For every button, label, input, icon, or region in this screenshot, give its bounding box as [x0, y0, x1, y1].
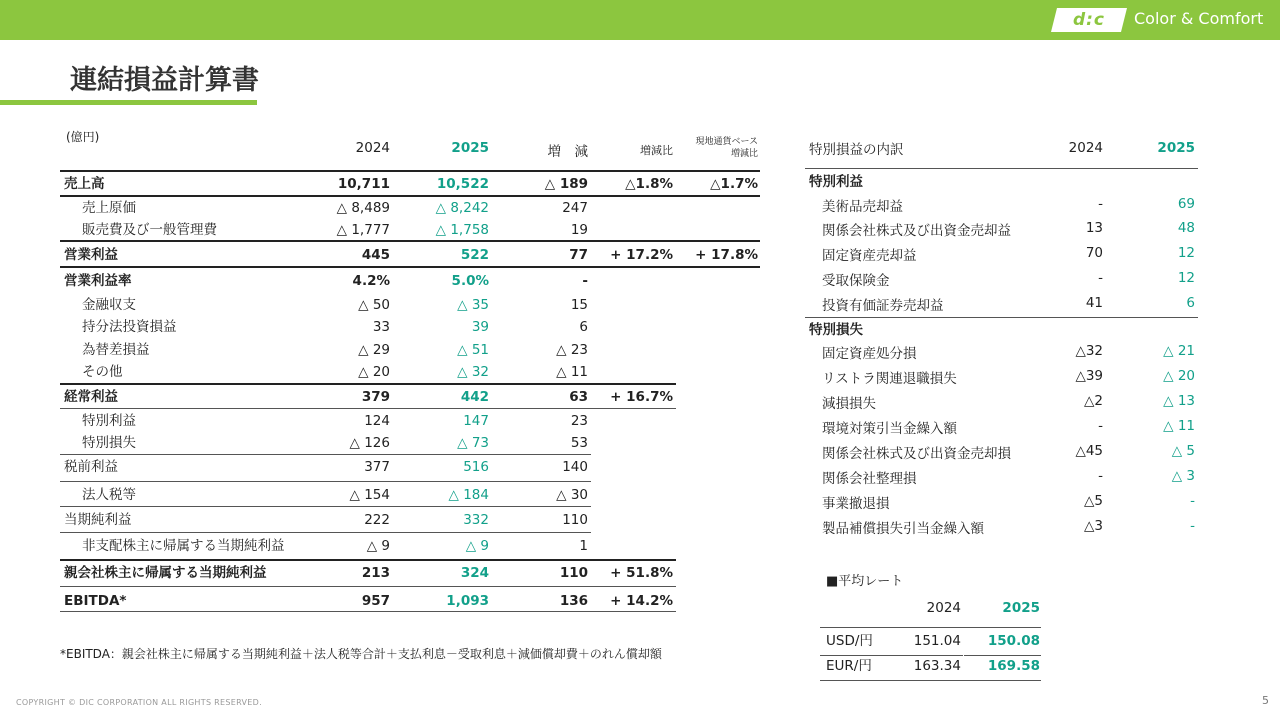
- pl-row-diff: -: [582, 273, 588, 289]
- rates-header-2025: 2025: [1002, 600, 1040, 616]
- pl-row-2024: △ 20: [358, 364, 390, 380]
- pl-separator: [60, 611, 676, 612]
- pl-row-label: 持分法投資損益: [82, 319, 177, 335]
- special-header-2024: 2024: [1068, 140, 1103, 156]
- pl-row-2025: △ 35: [457, 297, 489, 313]
- pl-row-diff: 140: [562, 459, 588, 475]
- pl-row-2024: △ 154: [349, 487, 390, 503]
- pl-separator: [60, 240, 760, 242]
- logo-text: d:c: [1072, 10, 1106, 30]
- dic-logo: [1054, 8, 1124, 32]
- pl-row-2025: △ 184: [448, 487, 489, 503]
- pl-row-ratio: + 16.7%: [610, 389, 673, 405]
- special-loss-label: リストラ関連退職損失: [822, 371, 957, 387]
- pl-row-diff: 136: [559, 593, 588, 609]
- pl-row-diff: 63: [569, 389, 588, 405]
- pl-row-diff: 23: [570, 413, 588, 429]
- pl-row-label: 営業利益: [64, 247, 118, 263]
- special-loss-2024: △3: [1084, 518, 1103, 534]
- special-loss-2025: △ 5: [1171, 443, 1195, 459]
- top-banner: [0, 0, 1280, 40]
- rates-row-2025: 150.08: [987, 633, 1040, 649]
- pl-row-2024: 124: [364, 413, 390, 429]
- pl-row-2025: △ 73: [457, 435, 489, 451]
- special-separator: [805, 168, 1198, 169]
- pl-row-2024: 4.2%: [352, 273, 390, 289]
- pl-row-2025: 332: [463, 512, 489, 528]
- special-loss-2025: △ 11: [1163, 418, 1195, 434]
- pl-row-2024: 377: [364, 459, 390, 475]
- pl-row-2025: 5.0%: [451, 273, 489, 289]
- copyright: COPYRIGHT © DIC CORPORATION ALL RIGHTS RESERVED.: [16, 698, 262, 707]
- special-gain-2025: 12: [1177, 270, 1195, 286]
- special-loss-2025: -: [1190, 493, 1195, 509]
- special-loss-label: 減損損失: [822, 396, 876, 412]
- pl-row-label: 営業利益率: [64, 273, 132, 289]
- pl-separator: [60, 454, 591, 455]
- pl-row-2024: △ 50: [358, 297, 390, 313]
- special-loss-section: 特別損失: [809, 322, 863, 338]
- special-loss-2024: △39: [1075, 368, 1103, 384]
- special-loss-2024: △45: [1075, 443, 1103, 459]
- pl-row-2025: 442: [460, 389, 489, 405]
- special-gain-label: 美術品売却益: [822, 199, 903, 215]
- pl-row-label: EBITDA*: [64, 593, 127, 609]
- pl-separator: [60, 383, 676, 385]
- special-loss-label: 環境対策引当金繰入額: [822, 421, 957, 437]
- pl-row-label: その他: [82, 364, 123, 380]
- pl-row-2025: 10,522: [436, 176, 489, 192]
- pl-header-ratio: 増減比: [640, 144, 673, 157]
- pl-row-local-ratio: △1.7%: [710, 176, 758, 192]
- special-loss-label: 事業撤退損: [822, 496, 890, 512]
- pl-row-2025: △ 9: [465, 538, 489, 554]
- rates-row-label: EUR/円: [826, 658, 872, 674]
- pl-row-diff: 77: [569, 247, 588, 263]
- special-loss-label: 関係会社株式及び出資金売却損: [822, 446, 1011, 462]
- special-loss-label: 関係会社整理損: [822, 471, 917, 487]
- pl-row-label: 税前利益: [64, 459, 118, 475]
- pl-row-diff: △ 30: [556, 487, 588, 503]
- pl-row-label: 特別損失: [82, 435, 136, 451]
- special-loss-2025: △ 3: [1171, 468, 1195, 484]
- special-gain-label: 受取保険金: [822, 273, 890, 289]
- pl-row-label: 特別利益: [82, 413, 136, 429]
- pl-row-2024: △ 8,489: [336, 200, 390, 216]
- pl-row-2024: △ 29: [358, 342, 390, 358]
- special-loss-2025: △ 21: [1163, 343, 1195, 359]
- pl-row-2024: △ 126: [349, 435, 390, 451]
- pl-row-2025: △ 8,242: [435, 200, 489, 216]
- pl-row-2024: 379: [361, 389, 390, 405]
- pl-row-2025: 516: [463, 459, 489, 475]
- pl-header-2024: 2024: [355, 140, 390, 156]
- page-title: 連結損益計算書: [70, 65, 259, 96]
- special-gain-2024: -: [1098, 270, 1103, 286]
- rates-row-2024: 151.04: [913, 633, 961, 649]
- pl-row-2024: 10,711: [337, 176, 390, 192]
- special-loss-2025: △ 20: [1163, 368, 1195, 384]
- pl-row-label: 金融収支: [82, 297, 136, 313]
- unit-label: (億円): [66, 130, 100, 144]
- pl-row-label: 売上高: [64, 176, 105, 192]
- pl-separator: [60, 170, 760, 172]
- pl-header-2025: 2025: [451, 140, 489, 156]
- pl-row-2024: 222: [364, 512, 390, 528]
- special-loss-2025: -: [1190, 518, 1195, 534]
- pl-row-2025: △ 51: [457, 342, 489, 358]
- rates-separator: [820, 627, 1041, 628]
- pl-row-2025: 147: [463, 413, 489, 429]
- special-gain-2025: 6: [1186, 295, 1195, 311]
- pl-row-label: 法人税等: [82, 487, 136, 503]
- pl-row-label: 非支配株主に帰属する当期純利益: [82, 538, 285, 554]
- pl-row-diff: △ 189: [544, 176, 588, 192]
- pl-row-2024: △ 9: [366, 538, 390, 554]
- rates-separator: [820, 680, 1041, 681]
- pl-row-diff: 15: [570, 297, 588, 313]
- pl-row-diff: △ 11: [556, 364, 588, 380]
- special-loss-2024: △5: [1084, 493, 1103, 509]
- special-loss-2024: △32: [1075, 343, 1103, 359]
- pl-row-diff: 1: [579, 538, 588, 554]
- pl-row-label: 為替差損益: [82, 342, 150, 358]
- ebitda-footnote: *EBITDA：親会社株主に帰属する当期純利益＋法人税等合計＋支払利息－受取利息＋減価償却費＋のれん償却額: [60, 647, 662, 661]
- pl-header-local-line2: 増減比: [730, 149, 758, 159]
- pl-row-label: 売上原価: [82, 200, 136, 216]
- special-loss-label: 固定資産処分損: [822, 346, 917, 362]
- pl-separator: [60, 195, 760, 197]
- pl-header-local-line1: 現地通貨ベース: [695, 137, 758, 147]
- pl-separator: [60, 266, 760, 268]
- special-gain-2024: 41: [1085, 295, 1103, 311]
- pl-separator: [60, 506, 591, 507]
- pl-row-2025: 1,093: [446, 593, 489, 609]
- special-gain-2025: 12: [1177, 245, 1195, 261]
- pl-row-2025: △ 1,758: [435, 222, 489, 238]
- rates-row-2025: 169.58: [987, 658, 1040, 674]
- special-gain-2025: 69: [1177, 196, 1195, 212]
- pl-row-diff: 247: [562, 200, 588, 216]
- rates-row-label: USD/円: [826, 633, 873, 649]
- special-separator: [805, 317, 1198, 318]
- pl-row-ratio: + 14.2%: [610, 593, 673, 609]
- pl-separator: [60, 481, 591, 482]
- pl-row-2025: 522: [460, 247, 489, 263]
- special-header-title: 特別損益の内訳: [809, 142, 904, 158]
- pl-separator: [60, 586, 676, 587]
- rates-column-gap: [963, 628, 964, 680]
- pl-separator: [60, 559, 676, 561]
- rates-header-2024: 2024: [926, 600, 961, 616]
- title-underline: [0, 100, 257, 105]
- pl-row-diff: 6: [579, 319, 588, 335]
- pl-row-2024: 957: [361, 593, 390, 609]
- special-loss-label: 製品補償損失引当金繰入額: [822, 521, 984, 537]
- special-loss-2025: △ 13: [1163, 393, 1195, 409]
- special-loss-2024: △2: [1084, 393, 1103, 409]
- pl-header-diff: 増 減: [547, 144, 588, 160]
- pl-row-local-ratio: + 17.8%: [695, 247, 758, 263]
- pl-row-2025: △ 32: [457, 364, 489, 380]
- pl-row-ratio: △1.8%: [625, 176, 673, 192]
- special-loss-2024: -: [1098, 468, 1103, 484]
- pl-row-diff: 110: [559, 565, 588, 581]
- pl-row-label: 販売費及び一般管理費: [82, 222, 217, 238]
- pl-header-local-ratio: [680, 136, 758, 160]
- pl-row-2024: 213: [361, 565, 390, 581]
- special-gain-2024: 70: [1085, 245, 1103, 261]
- pl-separator: [60, 532, 591, 533]
- special-gain-2025: 48: [1177, 220, 1195, 236]
- pl-row-label: 当期純利益: [64, 512, 132, 528]
- special-gain-label: 関係会社株式及び出資金売却益: [822, 223, 1011, 239]
- pl-row-ratio: + 17.2%: [610, 247, 673, 263]
- special-gain-section: 特別利益: [809, 174, 863, 190]
- slogan: Color & Comfort: [1134, 9, 1264, 28]
- rates-title: ■平均レート: [826, 574, 904, 589]
- pl-row-2024: 445: [361, 247, 390, 263]
- pl-row-2025: 39: [471, 319, 489, 335]
- pl-row-diff: 110: [562, 512, 588, 528]
- special-gain-2024: 13: [1085, 220, 1103, 236]
- rates-row-2024: 163.34: [913, 658, 961, 674]
- special-gain-label: 投資有価証券売却益: [822, 298, 944, 314]
- special-gain-label: 固定資産売却益: [822, 248, 917, 264]
- special-gain-2024: -: [1098, 196, 1103, 212]
- pl-row-label: 経常利益: [64, 389, 118, 405]
- pl-row-2024: 33: [372, 319, 390, 335]
- page-number: 5: [1262, 694, 1269, 707]
- pl-row-diff: 53: [570, 435, 588, 451]
- special-loss-2024: -: [1098, 418, 1103, 434]
- pl-row-2024: △ 1,777: [336, 222, 390, 238]
- pl-row-diff: △ 23: [556, 342, 588, 358]
- pl-row-diff: 19: [570, 222, 588, 238]
- pl-row-2025: 324: [460, 565, 489, 581]
- special-header-2025: 2025: [1157, 140, 1195, 156]
- pl-row-label: 親会社株主に帰属する当期純利益: [64, 565, 267, 581]
- pl-separator: [60, 408, 676, 409]
- pl-row-ratio: + 51.8%: [610, 565, 673, 581]
